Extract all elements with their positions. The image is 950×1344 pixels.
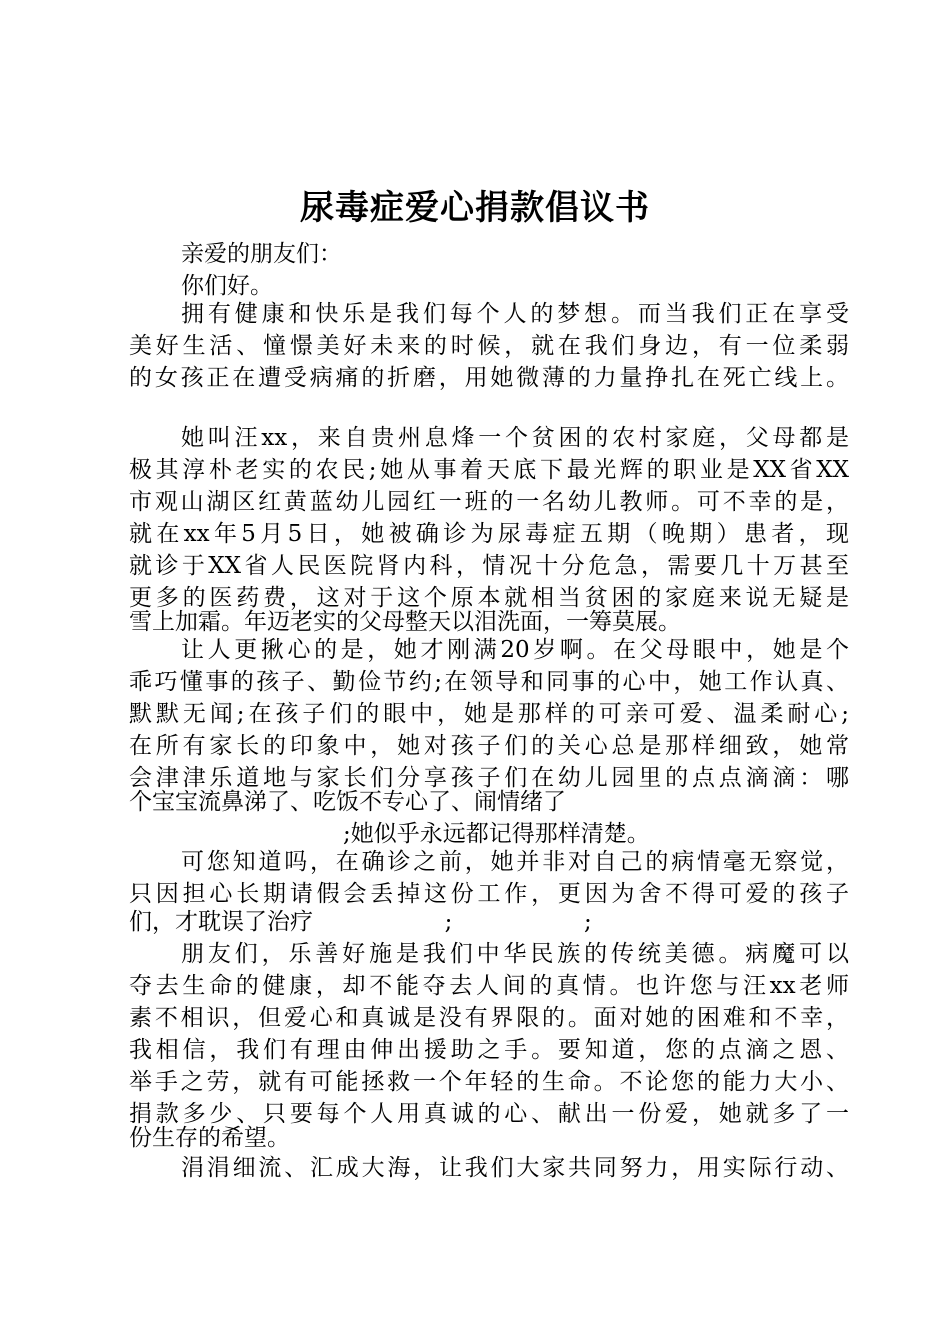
paragraph-line: 在所有家长的印象中，她对孩子们的关心总是那样细致，她常 <box>129 733 849 759</box>
salutation: 亲爱的朋友们： <box>181 241 342 267</box>
paragraph-line: 份生存的希望。 <box>129 1125 290 1151</box>
paragraph-line: 的女孩正在遭受病痛的折磨，用她微薄的力量挣扎在死亡线上。 <box>129 365 849 391</box>
paragraph-line: 更多的医药费，这对于这个原本就相当贫困的家庭来说无疑是 <box>129 585 849 611</box>
paragraph-line: 美好生活、憧憬美好未来的时候，就在我们身边，有一位柔弱 <box>129 333 849 359</box>
paragraph-line: 只因担心长期请假会丢掉这份工作，更因为舍不得可爱的孩子 <box>129 881 849 907</box>
paragraph-line: 就诊于XX省人民医院肾内科，情况十分危急，需要几十万甚至 <box>129 553 849 579</box>
greeting: 你们好。 <box>181 273 273 299</box>
paragraph-line: 捐款多少、只要每个人用真诚的心、献出一份爱，她就多了一 <box>129 1101 849 1127</box>
paragraph-line: 乖巧懂事的孩子、勤俭节约;在领导和同事的心中，她工作认真、 <box>129 669 849 695</box>
paragraph-line: 会津津乐道地与家长们分享孩子们在幼儿园里的点点滴滴：哪 <box>129 765 849 791</box>
paragraph-line: 拥有健康和快乐是我们每个人的梦想。而当我们正在享受 <box>181 301 849 327</box>
paragraph-line: 们，才耽误了治疗 ; ; <box>129 909 592 935</box>
paragraph-line: 素不相识，但爱心和真诚是没有界限的。面对她的困难和不幸， <box>129 1005 849 1031</box>
document-title: 尿毒症爱心捐款倡议书 <box>300 188 650 228</box>
paragraph-line: 就在xx年5月5日，她被确诊为尿毒症五期（晚期）患者，现 <box>129 521 849 547</box>
paragraph-line: 极其淳朴老实的农民;她从事着天底下最光辉的职业是XX省XX <box>129 457 849 483</box>
paragraph-line: ;她似乎永远都记得那样清楚。 <box>343 821 650 847</box>
paragraph-line: 夺去生命的健康，却不能夺去人间的真情。也许您与汪xx老师 <box>129 973 849 999</box>
paragraph-line: 她叫汪xx，来自贵州息烽一个贫困的农村家庭，父母都是 <box>181 425 849 451</box>
paragraph-line: 朋友们，乐善好施是我们中华民族的传统美德。病魔可以 <box>181 941 849 967</box>
paragraph-line: 可您知道吗，在确诊之前，她并非对自己的病情毫无察觉， <box>181 849 849 875</box>
paragraph-line: 我相信，我们有理由伸出援助之手。要知道，您的点滴之恩、 <box>129 1037 849 1063</box>
paragraph-line: 举手之劳，就有可能拯救一个年轻的生命。不论您的能力大小、 <box>129 1069 849 1095</box>
paragraph-line: 个宝宝流鼻涕了、吃饭不专心了、闹情绪了 <box>129 789 566 815</box>
paragraph-line: 让人更揪心的是，她才刚满20岁啊。在父母眼中，她是个 <box>181 637 849 663</box>
paragraph-line: 涓涓细流、汇成大海，让我们大家共同努力，用实际行动、 <box>181 1155 849 1181</box>
paragraph-line: 市观山湖区红黄蓝幼儿园红一班的一名幼儿教师。可不幸的是， <box>129 489 849 515</box>
paragraph-line: 默默无闻;在孩子们的眼中，她是那样的可亲可爱、温柔耐心; <box>129 701 849 727</box>
paragraph-line: 雪上加霜。年迈老实的父母整天以泪洗面，一筹莫展。 <box>129 609 681 635</box>
